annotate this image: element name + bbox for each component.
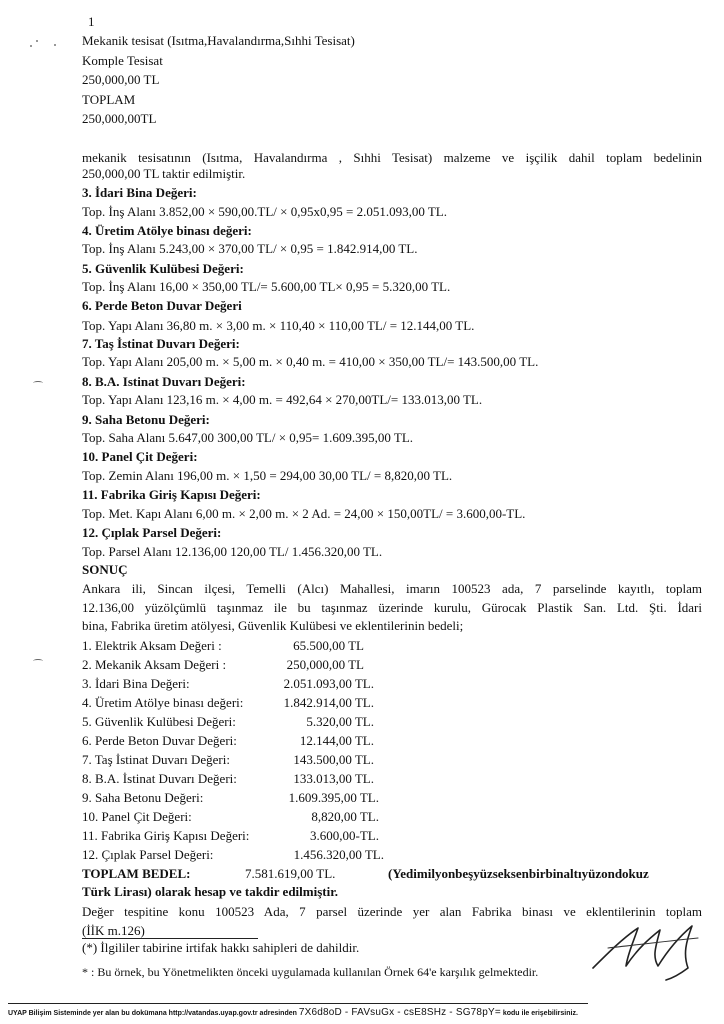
total-line-2: Türk Lirası) olarak hesap ve takdir edilmiştir. bbox=[82, 884, 339, 899]
summary-label: 8. B.A. İstinat Duvarı Değeri: bbox=[82, 771, 237, 786]
sonuc-line-3: bina, Fabrika üretim atölyesi, Güvenlik Kulübesi ve eklentilerinin bedeli; bbox=[82, 618, 464, 633]
section-calc: Top. İnş Alanı 3.852,00 × 590,00.TL/ × 0,95x0,95 = 2.051.093,00 TL. bbox=[82, 204, 447, 219]
closing-line: Değer tespitine konu 100523 Ada, 7 parsel üzerinde yer alan Fabrika binası ve eklentilerinin toplam bbox=[82, 904, 702, 919]
top-line-total: 250,000,00TL bbox=[82, 111, 157, 126]
footer-divider bbox=[8, 1003, 588, 1004]
summary-value: 133.013,00 TL. bbox=[293, 771, 374, 786]
section-heading: 6. Perde Beton Duvar Değeri bbox=[82, 298, 242, 313]
page-number: 1 bbox=[88, 14, 95, 29]
section-heading: 7. Taş İstinat Duvarı Değeri: bbox=[82, 336, 240, 351]
footer-suffix: kodu ile erişebilirsiniz. bbox=[502, 1010, 578, 1017]
summary-value: 143.500,00 TL. bbox=[293, 752, 374, 767]
section-calc: Top. Yapı Alanı 36,80 m. × 3,00 m. × 110,40 × 110,00 TL/ = 12.144,00 TL. bbox=[82, 318, 475, 333]
section-calc: Top. Yapı Alanı 205,00 m. × 5,00 m. × 0,40 m. = 410,00 × 350,00 TL/= 143.500,00 TL. bbox=[82, 354, 539, 369]
intro-line-1: mekanik tesisatının (Isıtma, Havalandırma , Sıhhi Tesisat) malzeme ve işçilik dahil toplam bedelinin bbox=[82, 150, 702, 165]
summary-value: 1.609.395,00 TL. bbox=[288, 790, 379, 805]
footer-prefix: UYAP Bilişim Sisteminde yer alan bu dokümana http://vatandas.uyap.gov.tr adresinden bbox=[8, 1010, 297, 1017]
section-calc: Top. Parsel Alanı 12.136,00 120,00 TL/ 1.456.320,00 TL. bbox=[82, 544, 383, 559]
summary-label: 11. Fabrika Giriş Kapısı Değeri: bbox=[82, 828, 250, 843]
sonuc-line-2: 12.136,00 yüzölçümlü taşınmaz ile bu taşınmaz üzerinde kurulu, Gürocak Plastik San. Ltd. Şti. İdari bbox=[82, 600, 702, 615]
summary-value: 2.051.093,00 TL. bbox=[283, 676, 374, 691]
section-heading: 11. Fabrika Giriş Kapısı Değeri: bbox=[82, 487, 261, 502]
summary-label: 4. Üretim Atölye binası değeri: bbox=[82, 695, 244, 710]
section-heading: 4. Üretim Atölye binası değeri: bbox=[82, 223, 252, 238]
section-heading: 5. Güvenlik Kulübesi Değeri: bbox=[82, 261, 244, 276]
scan-speck bbox=[36, 40, 38, 42]
summary-label: 2. Mekanik Aksam Değeri : bbox=[82, 657, 227, 672]
section-heading: 8. B.A. Istinat Duvarı Değeri: bbox=[82, 374, 246, 389]
law-reference: (İİK m.126) bbox=[82, 923, 145, 938]
section-heading: 12. Çıplak Parsel Değeri: bbox=[82, 525, 222, 540]
punch-hole-mark bbox=[33, 659, 43, 663]
section-calc: Top. İnş Alanı 5.243,00 × 370,00 TL/ × 0,95 = 1.842.914,00 TL. bbox=[82, 241, 418, 256]
section-calc: Top. Zemin Alanı 196,00 m. × 1,50 = 294,00 30,00 TL/ = 8,820,00 TL. bbox=[82, 468, 453, 483]
sonuc-line-1: Ankara ili, Sincan ilçesi, Temelli (Alcı) Mahallesi, imarın 100523 ada, 7 parselinde kayıtlı, toplam bbox=[82, 581, 702, 596]
punch-hole-mark bbox=[33, 381, 43, 385]
top-line-title: Mekanik tesisat (Isıtma,Havalandırma,Sıhhi Tesisat) bbox=[82, 33, 355, 48]
summary-value: 3.600,00-TL. bbox=[310, 828, 379, 843]
summary-label: 9. Saha Betonu Değeri: bbox=[82, 790, 204, 805]
footer-line bbox=[8, 1008, 578, 1018]
summary-label: 6. Perde Beton Duvar Değeri: bbox=[82, 733, 237, 748]
section-heading: 9. Saha Betonu Değeri: bbox=[82, 412, 210, 427]
section-calc: Top. Saha Alanı 5.647,00 300,00 TL/ × 0,95= 1.609.395,00 TL. bbox=[82, 430, 414, 445]
section-calc: Top. Yapı Alanı 123,16 m. × 4,00 m. = 492,64 × 270,00TL/= 133.013,00 TL. bbox=[82, 392, 483, 407]
top-line-komple: Komple Tesisat bbox=[82, 53, 163, 68]
summary-label: 12. Çıplak Parsel Değeri: bbox=[82, 847, 214, 862]
total-label: TOPLAM BEDEL: bbox=[82, 866, 191, 881]
footer-access-code: 7X6d8oD - FAVsuGx - csE8SHz - SG78pY= bbox=[298, 1007, 501, 1018]
total-value: 7.581.619,00 TL. bbox=[245, 866, 336, 881]
top-line-amount: 250,000,00 TL bbox=[82, 72, 160, 87]
section-heading: 3. İdari Bina Değeri: bbox=[82, 185, 197, 200]
summary-label: 10. Panel Çit Değeri: bbox=[82, 809, 192, 824]
summary-value: 65.500,00 TL bbox=[293, 638, 364, 653]
summary-value: 12.144,00 TL. bbox=[299, 733, 374, 748]
sonuc-heading: SONUÇ bbox=[82, 562, 128, 577]
intro-line-2: 250,000,00 TL taktir edilmiştir. bbox=[82, 166, 246, 181]
top-line-toplam: TOPLAM bbox=[82, 92, 136, 107]
summary-value: 250,000,00 TL bbox=[286, 657, 364, 672]
section-heading: 10. Panel Çit Değeri: bbox=[82, 449, 198, 464]
scan-speck bbox=[54, 44, 56, 46]
footnote-2: * : Bu örnek, bu Yönetmelikten önceki uygulamada kullanılan Örnek 64'e karşılık gelmektedir. bbox=[82, 965, 539, 979]
scan-speck bbox=[30, 45, 32, 47]
section-calc: Top. İnş Alanı 16,00 × 350,00 TL/= 5.600,00 TL× 0,95 = 5.320,00 TL. bbox=[82, 279, 451, 294]
section-calc: Top. Met. Kapı Alanı 6,00 m. × 2,00 m. × 2 Ad. = 24,00 × 150,00TL/ = 3.600,00-TL. bbox=[82, 506, 526, 521]
summary-value: 1.842.914,00 TL. bbox=[283, 695, 374, 710]
summary-value: 8,820,00 TL. bbox=[311, 809, 379, 824]
handwritten-signature bbox=[588, 908, 708, 988]
summary-label: 7. Taş İstinat Duvarı Değeri: bbox=[82, 752, 230, 767]
total-words: (Yedimilyonbeşyüzseksenbirbinaltıyüzondokuz bbox=[388, 866, 649, 881]
summary-value: 1.456.320,00 TL. bbox=[293, 847, 384, 862]
footnote-1: (*) İlgililer tabirine irtifak hakkı sahipleri de dahildir. bbox=[82, 940, 360, 955]
summary-value: 5.320,00 TL. bbox=[306, 714, 374, 729]
summary-label: 1. Elektrik Aksam Değeri : bbox=[82, 638, 222, 653]
summary-label: 5. Güvenlik Kulübesi Değeri: bbox=[82, 714, 236, 729]
summary-label: 3. İdari Bina Değeri: bbox=[82, 676, 190, 691]
note-divider bbox=[82, 938, 258, 939]
